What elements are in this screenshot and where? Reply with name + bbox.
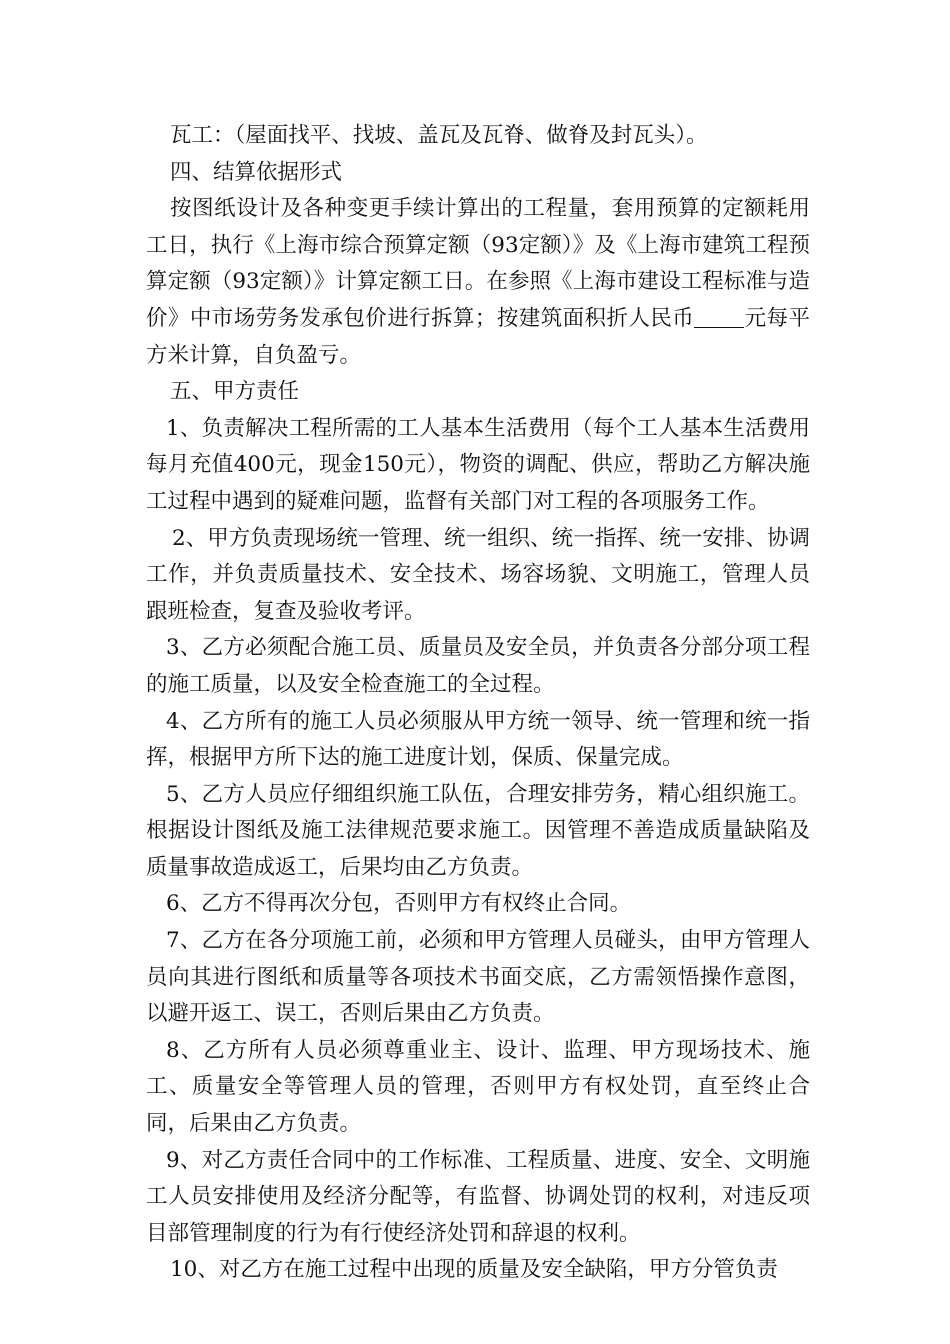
paragraph-tile-work: 瓦工：（屋面找平、找坡、盖瓦及瓦脊、做脊及封瓦头）。 (170, 123, 708, 148)
clause-1: 1、负责解决工程所需的工人基本生活费用（每个工人基本生活费用每月充值400元，现金150元），物资的调配、供应，帮助乙方解决施工过程中遇到的疑难问题，监督有关部门对工程的各项服务工作。 (146, 415, 810, 514)
clause-5: 5、乙方人员应仔细组织施工队伍，合理安排劳务，精心组织施工。根据设计图纸及施工法律规范要求施工。因管理不善造成质量缺陷及质量事故造成返工，后果均由乙方负责。 (146, 781, 810, 880)
clause-7: 7、乙方在各分项施工前，必须和甲方管理人员碰头，由甲方管理人员向其进行图纸和质量等各项技术书面交底，乙方需领悟操作意图，以避开返工、误工，否则后果由乙方负责。 (146, 928, 810, 1027)
paragraph-settlement-basis (146, 191, 810, 374)
document-body (146, 118, 810, 1289)
section-heading-settlement-basis: 四、结算依据形式 (170, 159, 343, 185)
clause-2: 2、甲方负责现场统一管理、统一组织、统一指挥、统一安排、协调工作，并负责质量技术、安全技术、场容场貌、文明施工，管理人员跟班检查，复查及验收考评。 (146, 525, 810, 624)
clause-3: 3、乙方必须配合施工员、质量员及安全员，并负责各分部分项工程的施工质量，以及安全检查施工的全过程。 (146, 635, 810, 697)
settlement-text: 按图纸设计及各种变更手续计算出的工程量，套用预算的定额耗用工日，执行《上海市综合预算定额（93定额）》及《上海市建筑工程预算定额（93定额）》计算定额工日。在参照《上海市建设工程标准与造价》中市场劳务发承包价进行拆算；按建筑面积折人民币 (146, 196, 810, 331)
clause-8: 8、乙方所有人员必须尊重业主、设计、监理、甲方现场技术、施工、质量安全等管理人员的管理，否则甲方有权处罚，直至终止合同，后果由乙方负责。 (146, 1037, 810, 1137)
clause-6: 6、乙方不得再次分包，否则甲方有权终止合同。 (166, 891, 632, 917)
section-heading-party-a-responsibilities: 五、甲方责任 (170, 379, 300, 405)
amount-blank-line (694, 307, 744, 328)
clause-9: 9、对乙方责任合同中的工作标准、工程质量、进度、安全、文明施工人员安排使用及经济分配等，有监督、协调处罚的权利，对违反项目部管理制度的行为有行使经济处罚和辞退的权利。 (146, 1147, 810, 1246)
clause-4: 4、乙方所有的施工人员必须服从甲方统一领导、统一管理和统一指挥，根据甲方所下达的施工进度计划，保质、保量完成。 (146, 708, 810, 771)
clause-10: 10、对乙方在施工过程中出现的质量及安全缺陷，甲方分管负责 (170, 1257, 778, 1283)
settlement-text-end: 元每平方米计算，自负盈亏。 (146, 305, 810, 368)
